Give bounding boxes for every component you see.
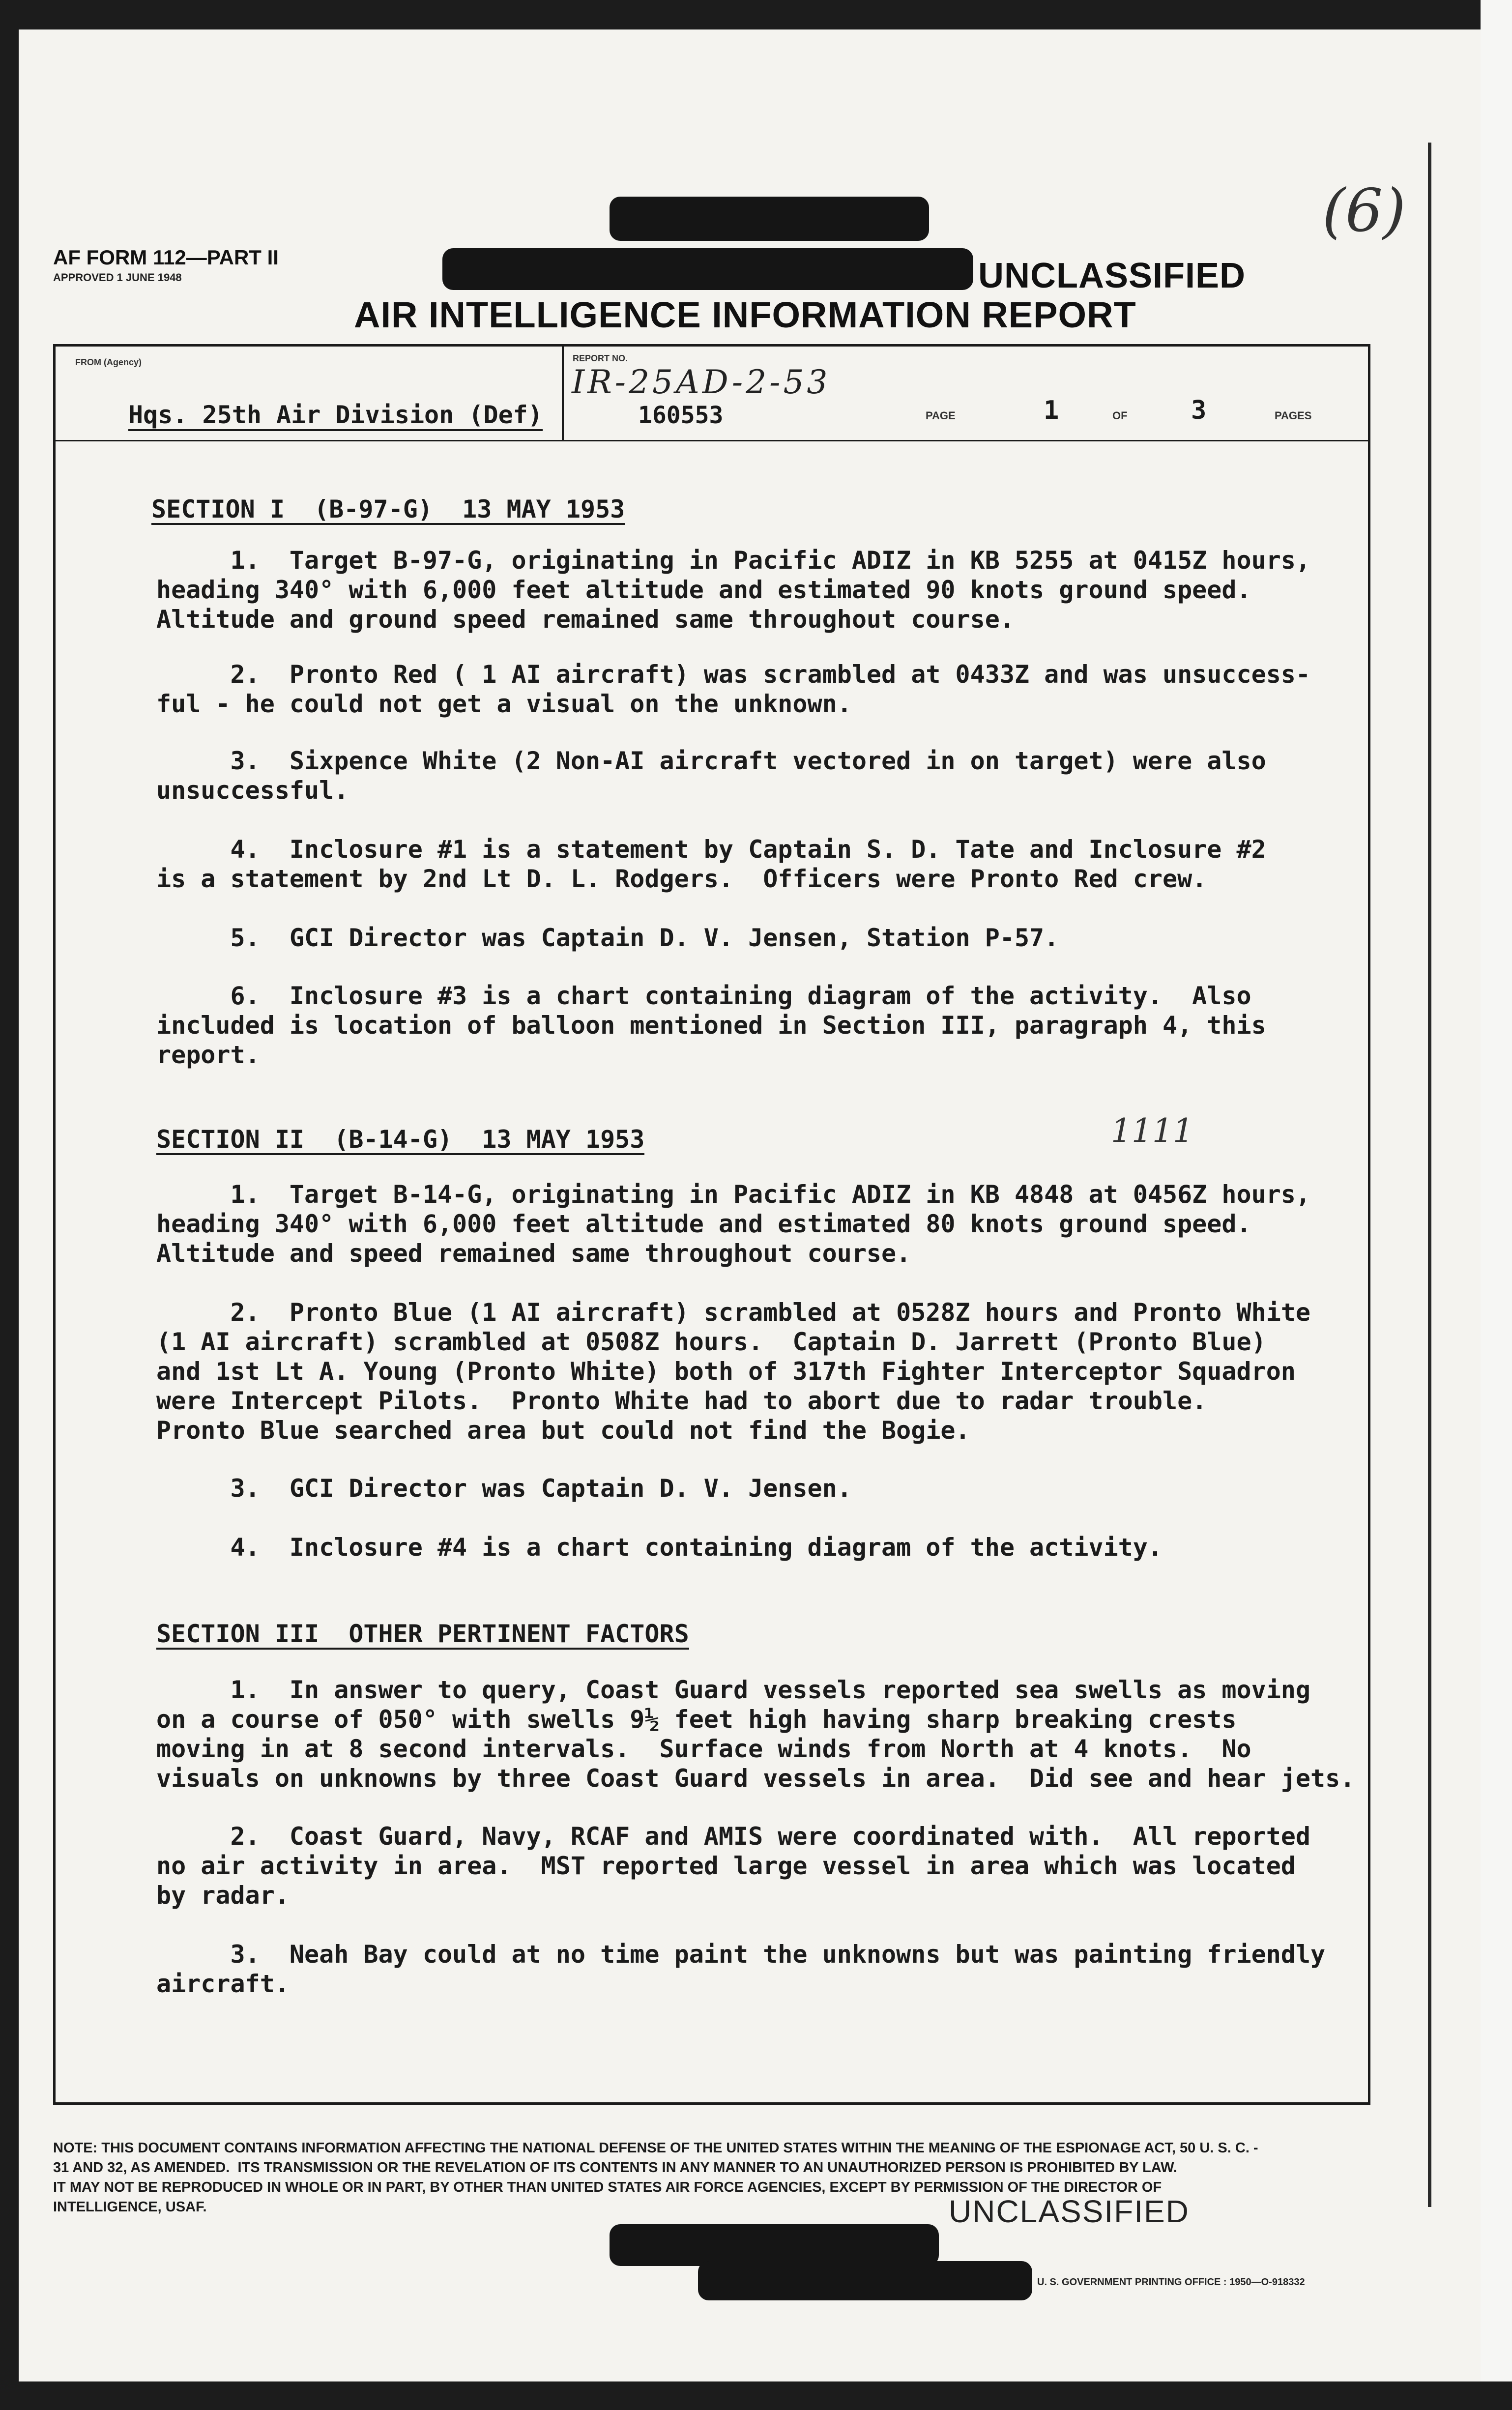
form-approved-date: APPROVED 1 JUNE 1948 xyxy=(53,271,182,284)
section-3-heading: SECTION III OTHER PERTINENT FACTORS xyxy=(156,1620,689,1650)
section-2-paragraph-3: 3. GCI Director was Captain D. V. Jensen. xyxy=(156,1474,852,1503)
pages-label: PAGES xyxy=(1275,409,1312,422)
section-2-heading: SECTION II (B-14-G) 13 MAY 1953 xyxy=(156,1126,644,1155)
redaction-bar-top xyxy=(610,197,929,241)
section-1-paragraph-4: 4. Inclosure #1 is a statement by Captain S. D. Tate and Inclosure #2 is a statement by 2nd Lt D. L. Rodgers. Officers were Pronto Red crew. xyxy=(156,835,1266,893)
classification-top: UNCLASSIFIED xyxy=(978,256,1246,295)
scan-edge-left xyxy=(0,0,19,2410)
total-pages: 3 xyxy=(1191,396,1207,425)
page-number: 1 xyxy=(1044,396,1059,425)
form-id: AF FORM 112—PART II xyxy=(53,246,279,269)
redaction-bar-bottom xyxy=(610,2224,939,2266)
classification-bottom: UNCLASSIFIED xyxy=(949,2194,1190,2229)
section-2-paragraph-1: 1. Target B-14-G, originating in Pacific ADIZ in KB 4848 at 0456Z hours, heading 340° with 6,000 feet altitude and estimated 80 knots ground speed. Altitude and speed remained same throughout course. xyxy=(156,1180,1310,1268)
scan-edge-top xyxy=(0,0,1512,29)
section-1-paragraph-2: 2. Pronto Red ( 1 AI aircraft) was scrambled at 0433Z and was unsuccess- ful - he could not get a visual on the unknown. xyxy=(156,660,1310,718)
margin-rule xyxy=(1428,143,1431,2207)
redaction-bar-bottom-2 xyxy=(698,2261,1032,2300)
handwritten-tally-mark: 1111 xyxy=(1111,1112,1193,1150)
of-label: OF xyxy=(1112,409,1128,422)
section-1-heading: SECTION I (B-97-G) 13 MAY 1953 xyxy=(151,495,625,525)
espionage-act-notice: NOTE: THIS DOCUMENT CONTAINS INFORMATION AFFECTING THE NATIONAL DEFENSE OF THE UNITED STATES WITHIN THE MEANING OF THE ESPIONAGE ACT, 50 U. S. C. - 31 AND 32, AS AMENDED. ITS TRANSMISSION OR THE REVELATION OF ITS CONTENTS IN ANY MANNER TO AN UNAUTHORIZED PERSON IS PROHIBITED BY LAW. IT MAY NOT BE REPRODUCED IN WHOLE OR IN PART, BY OTHER THAN UNITED STATES AIR FORCE AGENCIES, EXCEPT BY PERMISSION OF THE DIRECTOR OF INTELLIGENCE, USAF. xyxy=(53,2140,1258,2215)
section-1-paragraph-3: 3. Sixpence White (2 Non-AI aircraft vectored in on target) were also unsuccessful. xyxy=(156,747,1266,805)
section-2-paragraph-4: 4. Inclosure #4 is a chart containing diagram of the activity. xyxy=(156,1533,1163,1562)
header-divider xyxy=(562,347,564,440)
handwritten-page-mark: (6) xyxy=(1322,177,1406,245)
report-number-label: REPORT NO. xyxy=(573,353,628,363)
section-1-paragraph-5: 5. GCI Director was Captain D. V. Jensen, Station P-57. xyxy=(156,924,1059,952)
from-value: Hqs. 25th Air Division (Def) xyxy=(128,401,543,431)
printing-office-line: U. S. GOVERNMENT PRINTING OFFICE : 1950—O-918332 xyxy=(1037,2277,1305,2288)
section-2-paragraph-2: 2. Pronto Blue (1 AI aircraft) scrambled at 0528Z hours and Pronto White (1 AI aircraft) scrambled at 0508Z hours. Captain D. Jarrett (Pronto Blue) and 1st Lt A. Young (Pronto White) both of 317th Fighter Interceptor Squadron were Intercept Pilots. Pronto White had to abort due to radar trouble. Pronto Blue searched area but could not find the Bogie. xyxy=(156,1298,1310,1445)
section-1-paragraph-1: 1. Target B-97-G, originating in Pacific ADIZ in KB 5255 at 0415Z hours, heading 340° with 6,000 feet altitude and estimated 90 knots ground speed. Altitude and ground speed remained same throughout course. xyxy=(156,546,1310,634)
page-label: PAGE xyxy=(926,409,956,422)
redaction-bar-top-2 xyxy=(442,248,973,290)
report-header-box xyxy=(53,344,1370,441)
report-title: AIR INTELLIGENCE INFORMATION REPORT xyxy=(354,294,1136,335)
from-label: FROM (Agency) xyxy=(75,357,142,367)
scan-edge-right xyxy=(1481,0,1512,2410)
report-number: 160553 xyxy=(638,402,724,429)
section-1-paragraph-6: 6. Inclosure #3 is a chart containing diagram of the activity. Also included is location of balloon mentioned in Section III, paragraph 4, this report. xyxy=(156,982,1266,1069)
section-3-paragraph-3: 3. Neah Bay could at no time paint the unknowns but was painting friendly aircraft. xyxy=(156,1940,1326,1998)
section-3-paragraph-2: 2. Coast Guard, Navy, RCAF and AMIS were coordinated with. All reported no air activity in area. MST reported large vessel in area which was located by radar. xyxy=(156,1822,1310,1910)
section-3-paragraph-1: 1. In answer to query, Coast Guard vessels reported sea swells as moving on a course of 050° with swells 9½ feet high having sharp breaking crests moving in at 8 second intervals. Surface winds from North at 4 knots. No visuals on unknowns by three Coast Guard vessels in area. Did see and hear jets. xyxy=(156,1676,1355,1793)
scan-edge-bottom xyxy=(0,2381,1512,2410)
report-number-handwritten: IR-25AD-2-53 xyxy=(572,363,831,401)
